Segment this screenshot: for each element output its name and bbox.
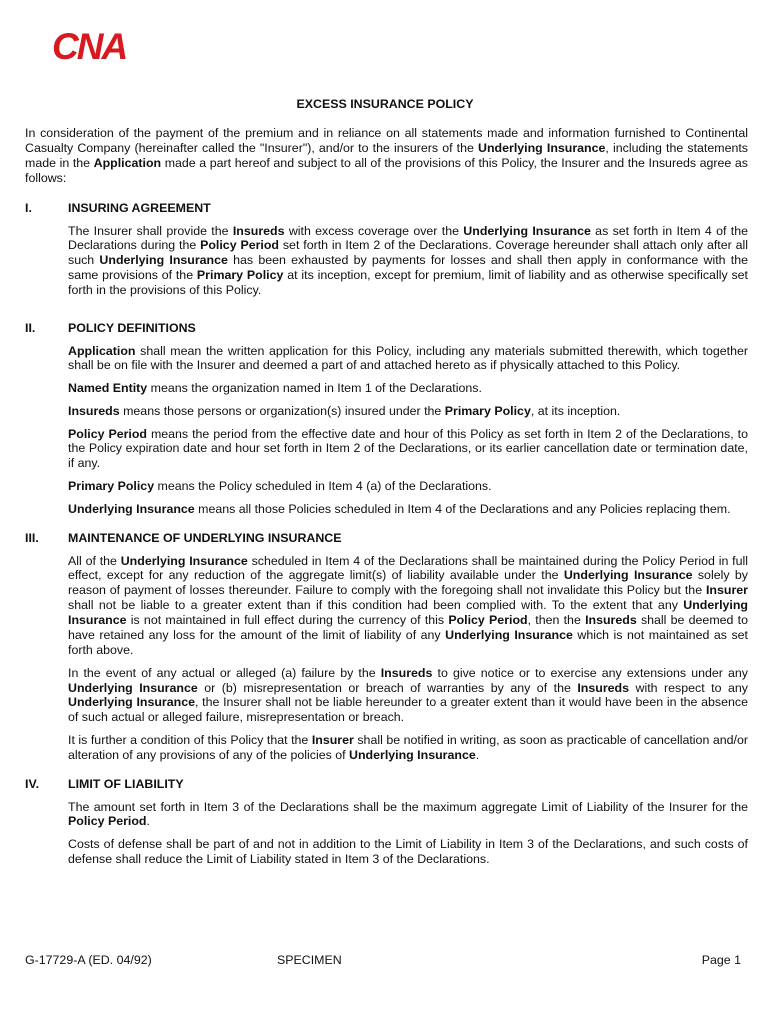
text-run: , including the statements made in the [25,140,748,170]
text-run: In consideration of the payment of the premium and in reliance on all statements made and information furnished to Continental Casualty Company (hereinafter called the "Insurer"), and/or to the insurers of the [25,126,748,155]
defined-term: Policy Period [448,613,528,628]
defined-term: Insurer [311,733,354,748]
policy-title: EXCESS INSURANCE POLICY [296,97,474,111]
text-run: as set forth in Item 4 of the Declarations during the [68,223,748,253]
defined-term: Insureds [380,665,433,680]
defined-term: Insureds [232,223,285,238]
text-run: All of the [68,553,121,568]
defined-term: Insurer [705,583,748,598]
text-run: means all those Policies scheduled in Item 4 of the Declarations and any Policies replacing them. [194,501,731,516]
text-run: In the event of any actual or alleged (a) failure by the [68,665,381,680]
text-run: made a part hereof and subject to all of the provisions of this Policy, the Insurer and the Insureds agree as follows: [25,155,748,185]
text-run: set forth in Item 2 of the Declarations. Coverage hereunder shall attach only after all such [68,238,748,268]
section-paragraph [68,344,748,374]
section-heading-3: MAINTENANCE OF UNDERLYING INSURANCE [68,531,342,545]
section-number-4: IV. [25,777,40,791]
text-run: scheduled in Item 4 of the Declarations shall be maintained during the Policy Period in full effect, except for any reduction of the aggregate limit(s) of liability available under the [68,553,748,583]
defined-term: Underlying Insurance [68,501,195,516]
footer-specimen: SPECIMEN [277,953,342,967]
text-run: with excess coverage over the [284,223,464,238]
defined-term: Underlying Insurance [68,680,198,695]
text-run: solely by reason of payment of losses thereunder. Failure to comply with the foregoing shall not invalidate this Policy but the [68,568,748,598]
section-paragraph [68,427,748,472]
footer-form-number: G-17729-A (ED. 04/92) [25,953,152,967]
section-heading-2: POLICY DEFINITIONS [68,321,196,335]
text-run: . [475,747,480,762]
text-run: . [146,814,150,829]
text-run: It is further a condition of this Policy that the [68,733,312,748]
section-number-2: II. [25,321,36,335]
defined-term: Policy Period [68,814,147,829]
section-body-2 [68,344,748,517]
cna-logo [50,28,146,64]
text-run: , then the [527,613,586,628]
text-run: shall mean the written application for this Policy, including any materials submitted therewith, which together shall be on file with the Insurer and deemed a part of and attached hereto as if physically attached to this Policy. [68,343,748,373]
section-paragraph [68,733,748,763]
text-run: , the Insurer shall not be liable hereunder to a greater extent than it would have been in the absence of such actual or alleged failure, misrepresentation or breach. [68,695,748,725]
section-paragraph [68,224,748,299]
defined-term: Underlying Insurance [563,568,693,583]
defined-term: Underlying Insurance [478,140,606,155]
section-body-1 [68,224,748,299]
defined-term: Underlying Insurance [463,223,591,238]
defined-term: Insureds [585,613,637,628]
text-run: means those persons or organization(s) insured under the [119,403,445,418]
section-paragraph [68,837,748,867]
text-run: is not maintained in full effect during the currency of this [126,613,449,628]
intro-paragraph [25,126,748,186]
text-run: which is not maintained as set forth above. [68,628,748,657]
defined-term: Application [93,155,162,170]
defined-term: Primary Policy [68,479,155,494]
defined-term: Underlying Insurance [68,598,748,628]
text-run: or (b) misrepresentation or breach of warranties by any of the [197,680,578,695]
defined-term: Underlying Insurance [349,747,476,762]
text-run: to give notice or to exercise any extensions under any [432,665,748,680]
text-run: means the period from the effective date and hour of this Policy as set forth in Item 2 of the Declarations, to the Policy expiration date and hour set forth in Item 2 of the Declarations, or its earlier cancellation date or termination date, if any. [68,426,748,471]
text-run: means the organization named in Item 1 of the Declarations. [147,381,482,396]
text-run: means the Policy scheduled in Item 4 (a) of the Declarations. [154,479,492,494]
defined-term: Primary Policy [196,268,284,283]
footer-page-number: Page 1 [701,953,741,967]
defined-term: Policy Period [200,238,280,253]
defined-term: Underlying Insurance [99,253,228,268]
defined-term: Application [68,343,136,358]
defined-term: Insureds [577,680,630,695]
section-paragraph [68,404,748,419]
defined-term: Policy Period [68,426,147,441]
logo-text: CNA [52,28,127,64]
text-run: with respect to any [629,680,748,695]
defined-term: Underlying Insurance [445,628,573,643]
defined-term: Insureds [68,403,120,418]
section-body-4 [68,800,748,867]
section-paragraph [68,381,748,396]
section-paragraph [68,800,748,830]
text-run: at its inception, except for premium, limit of liability and as otherwise specifically set forth in the provisions of this Policy. [68,268,748,298]
cna-logo-mark [50,28,146,64]
defined-term: Underlying Insurance [120,553,248,568]
section-paragraph [68,502,748,517]
section-number-3: III. [25,531,39,545]
section-heading-4: LIMIT OF LIABILITY [68,777,184,791]
defined-term: Primary Policy [444,403,531,418]
defined-term: Underlying Insurance [68,695,195,710]
section-heading-1: INSURING AGREEMENT [68,201,211,215]
text-run: shall be deemed to have retained any loss for the amount of the limit of liability of any [68,613,748,643]
text-run: , at its inception. [530,403,621,418]
text-run: The amount set forth in Item 3 of the Declarations shall be the maximum aggregate Limit of Liability of the Insurer for the [68,799,748,814]
text-run: shall be notified in writing, as soon as practicable of cancellation and/or alteration of any provisions of any of the policies of [68,733,748,762]
text-run: shall not be liable to a greater extent than if this condition had been complied with. To the extent that any [68,598,684,613]
section-paragraph [68,554,748,658]
text-run: Costs of defense shall be part of and not in addition to the Limit of Liability in Item 3 of the Declarations, and such costs of defense shall reduce the Limit of Liability stated in Item 3 of the Declarations. [68,837,748,867]
section-paragraph [68,666,748,726]
text-run: has been exhausted by payments for losses and shall then apply in conformance with the same provisions of the [68,253,748,283]
section-number-1: I. [25,201,32,215]
text-run: The Insurer shall provide the [68,223,233,238]
section-body-3 [68,554,748,763]
section-paragraph [68,479,748,494]
defined-term: Named Entity [68,381,148,396]
